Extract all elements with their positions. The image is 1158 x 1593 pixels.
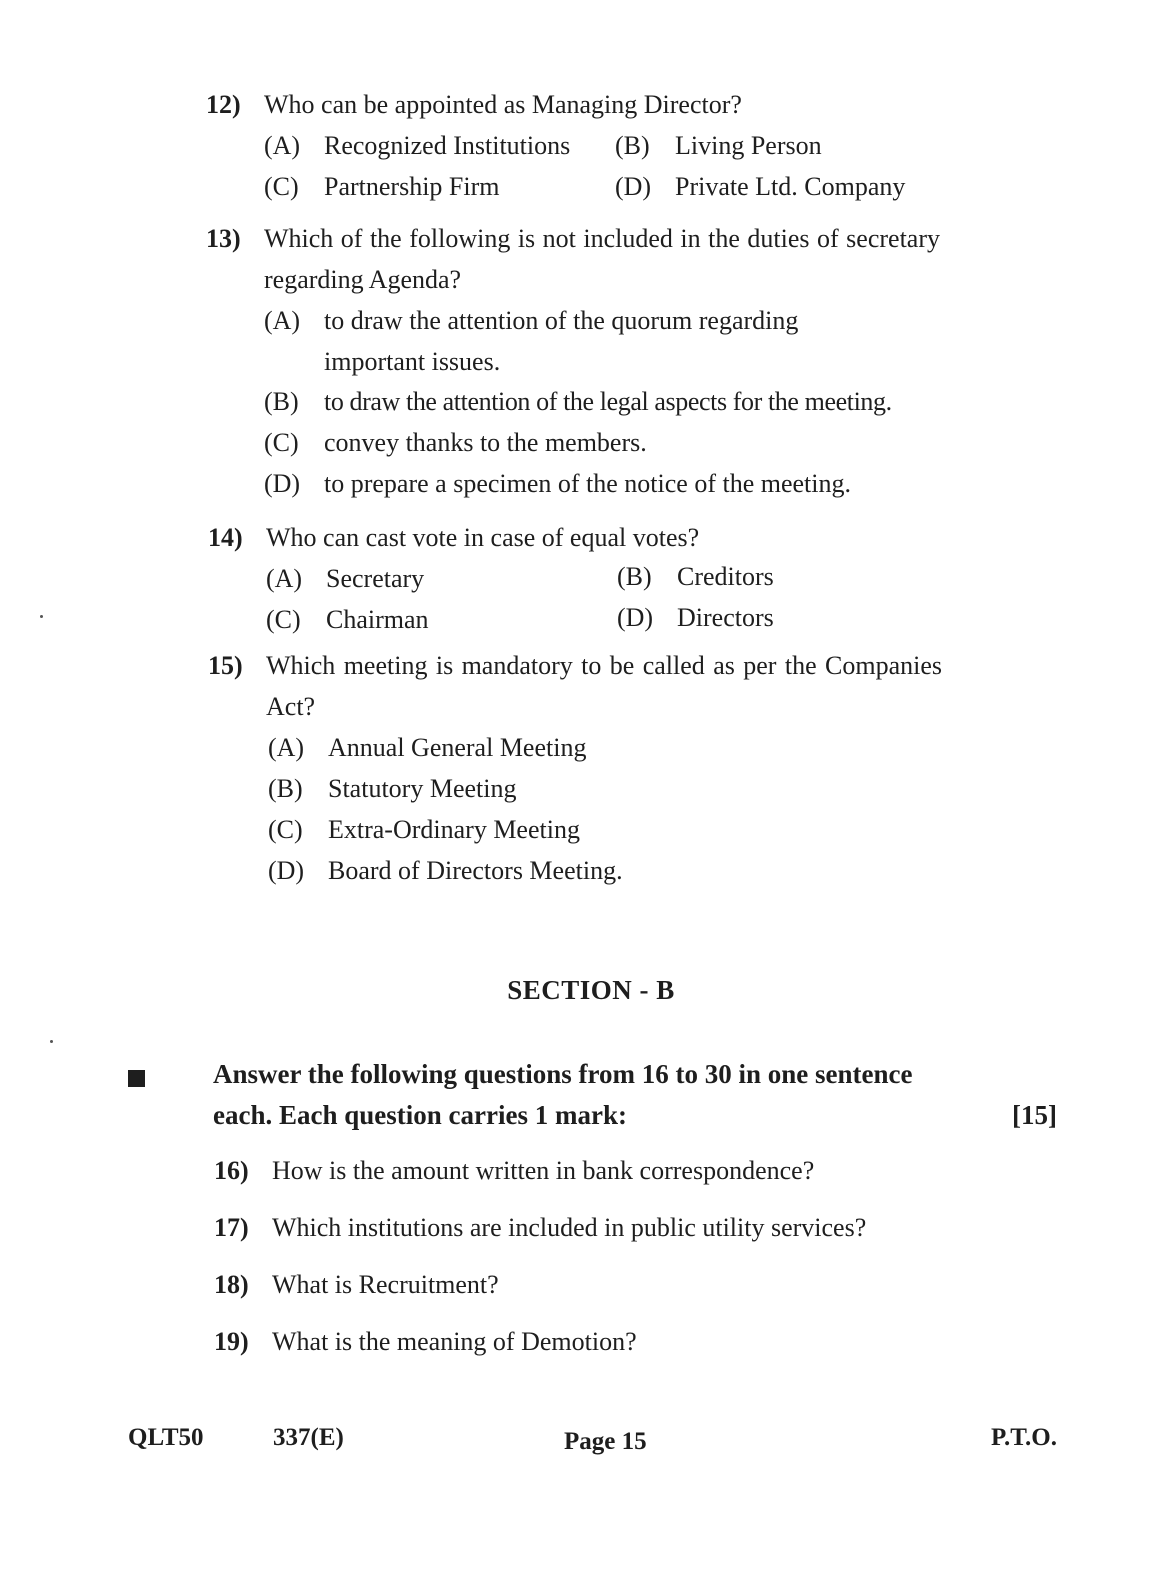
option-a: [266, 558, 424, 599]
option-text: Private Ltd. Company: [675, 172, 906, 201]
section-b-instruction: Answer the following questions from 16 to 30 in one sentence each. Each question carries 1 mark:: [213, 1059, 913, 1130]
option-label: (B): [615, 131, 650, 160]
footer-pto: P.T.O.: [991, 1424, 1057, 1451]
option-c: [268, 809, 580, 850]
question-text: Which meeting is mandatory to be called as per the Companies Act?: [266, 651, 942, 721]
option-text: to draw the attention of the legal aspects for the meeting.: [324, 387, 892, 416]
question-number: 19): [214, 1327, 249, 1356]
option-c: [264, 166, 500, 207]
option-text: Partnership Firm: [324, 172, 500, 201]
option-d: [615, 166, 905, 207]
question-text: Which of the following is not included in the duties of secretary regarding Agenda?: [264, 224, 940, 294]
scan-speck: [40, 615, 43, 618]
footer-page-number: Page 15: [564, 1428, 647, 1455]
section-b-title: SECTION - B: [507, 975, 675, 1005]
option-label: (A): [264, 306, 301, 335]
option-label: (C): [264, 172, 299, 201]
question-number: 18): [214, 1270, 249, 1299]
option-text: Extra-Ordinary Meeting: [328, 815, 580, 844]
option-d: [617, 597, 774, 638]
option-text: Chairman: [326, 605, 429, 634]
question-text: Who can cast vote in case of equal votes?: [266, 523, 700, 552]
option-label: (C): [266, 605, 301, 634]
option-c: [264, 422, 647, 463]
option-a: [268, 727, 586, 768]
option-b: [268, 768, 516, 809]
option-text: Directors: [677, 603, 774, 632]
option-label: (B): [264, 387, 299, 416]
option-b: [264, 381, 892, 422]
question-text: Who can be appointed as Managing Director?: [264, 90, 742, 119]
option-text: Board of Directors Meeting.: [328, 856, 623, 885]
question-number: 12): [206, 90, 241, 119]
option-d: [268, 850, 623, 891]
option-c: [266, 599, 429, 640]
section-b-marks: [15]: [1012, 1100, 1057, 1130]
option-b: [615, 125, 822, 166]
option-text: Living Person: [675, 131, 822, 160]
square-bullet-icon: [128, 1070, 145, 1087]
question-number: 17): [214, 1213, 249, 1242]
question-text: What is the meaning of Demotion?: [272, 1327, 637, 1356]
footer-code: QLT50: [128, 1424, 204, 1451]
question-text: What is Recruitment?: [272, 1270, 499, 1299]
option-d: [264, 463, 851, 504]
option-label: (C): [264, 428, 299, 457]
option-label: (B): [617, 562, 652, 591]
scan-speck: [50, 1040, 53, 1043]
question-text: Which institutions are included in public utility services?: [272, 1213, 867, 1242]
option-text: convey thanks to the members.: [324, 428, 647, 457]
footer-paper: 337(E): [273, 1424, 344, 1451]
option-label: (A): [266, 564, 303, 593]
option-a: [264, 125, 570, 166]
question-number: 13): [206, 224, 241, 253]
option-text: Annual General Meeting: [328, 733, 587, 762]
option-label: (D): [617, 603, 654, 632]
option-text: Secretary: [326, 564, 425, 593]
option-text: Creditors: [677, 562, 774, 591]
question-number: 15): [208, 651, 243, 680]
option-label: (D): [615, 172, 652, 201]
option-text: to draw the attention of the quorum regarding important issues.: [324, 306, 799, 376]
option-label: (D): [268, 856, 305, 885]
question-number: 16): [214, 1156, 249, 1185]
option-label: (B): [268, 774, 303, 803]
option-b: [617, 556, 774, 597]
option-label: (C): [268, 815, 303, 844]
option-text: Recognized Institutions: [324, 131, 571, 160]
option-label: (D): [264, 469, 301, 498]
question-text: How is the amount written in bank correspondence?: [272, 1156, 815, 1185]
option-label: (A): [264, 131, 301, 160]
option-text: to prepare a specimen of the notice of the meeting.: [324, 469, 852, 498]
option-a: [264, 300, 884, 382]
question-number: 14): [208, 523, 243, 552]
option-text: Statutory Meeting: [328, 774, 517, 803]
option-label: (A): [268, 733, 305, 762]
